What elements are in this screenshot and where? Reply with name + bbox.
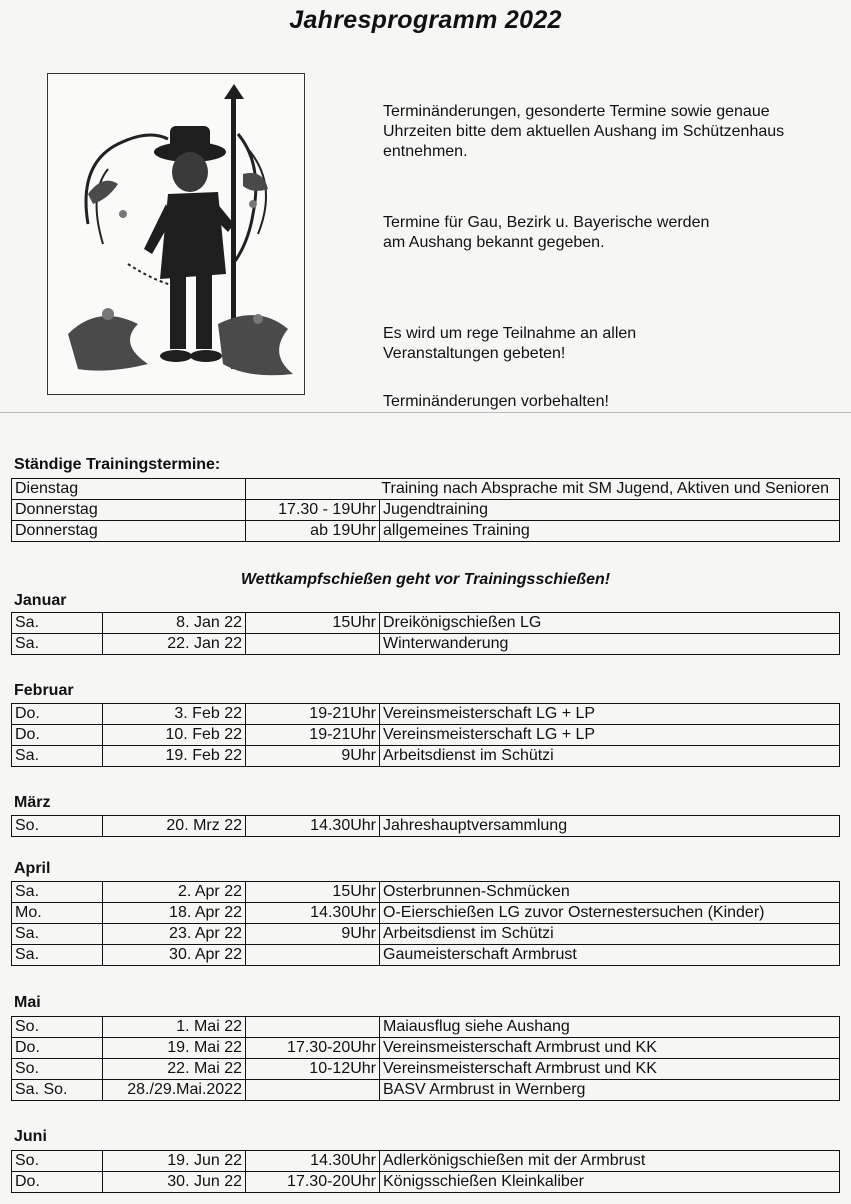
event-date: 30. Apr 22 (103, 945, 246, 966)
event-title: Arbeitsdienst im Schützi (380, 746, 840, 767)
training-text: allgemeines Training (380, 521, 840, 542)
event-date: 30. Jun 22 (103, 1172, 246, 1193)
month-heading: Januar (14, 592, 67, 609)
event-time: 9Uhr (246, 746, 380, 767)
event-title: O-Eierschießen LG zuvor Osternestersuchen (Kinder) (380, 903, 840, 924)
table-row (12, 521, 840, 542)
event-time: 14.30Uhr (246, 1151, 380, 1172)
event-title: Osterbrunnen-Schmücken (380, 882, 840, 903)
table-row (12, 704, 840, 725)
event-time: 17.30-20Uhr (246, 1172, 380, 1193)
month-events-table (11, 612, 840, 655)
event-time: 15Uhr (246, 613, 380, 634)
event-title: BASV Armbrust in Wernberg (380, 1080, 840, 1101)
event-title: Gaumeisterschaft Armbrust (380, 945, 840, 966)
event-time: 14.30Uhr (246, 816, 380, 837)
page-title: Jahresprogramm 2022 (289, 6, 562, 34)
event-day: Do. (12, 1038, 103, 1059)
event-title: Adlerkönigschießen mit der Armbrust (380, 1151, 840, 1172)
event-day: Sa. (12, 882, 103, 903)
event-day: Sa. (12, 746, 103, 767)
table-row (12, 613, 840, 634)
event-day: So. (12, 816, 103, 837)
event-day: So. (12, 1059, 103, 1080)
event-date: 10. Feb 22 (103, 725, 246, 746)
event-time: 9Uhr (246, 924, 380, 945)
table-row (12, 1059, 840, 1080)
notice-reserved: Terminänderungen vorbehalten! (383, 393, 609, 410)
event-date: 8. Jan 22 (103, 613, 246, 634)
month-heading: April (14, 860, 51, 877)
training-day: Donnerstag (12, 521, 246, 542)
event-day: So. (12, 1017, 103, 1038)
table-row (12, 882, 840, 903)
table-row (12, 1038, 840, 1059)
training-time: 17.30 - 19Uhr (246, 500, 380, 521)
event-time: 15Uhr (246, 882, 380, 903)
divider (0, 412, 851, 413)
event-date: 18. Apr 22 (103, 903, 246, 924)
event-title: Jahreshauptversammlung (380, 816, 840, 837)
table-row (12, 1080, 840, 1101)
event-date: 23. Apr 22 (103, 924, 246, 945)
event-time (246, 945, 380, 966)
event-day: Sa. (12, 634, 103, 655)
event-title: Vereinsmeisterschaft LG + LP (380, 704, 840, 725)
event-date: 1. Mai 22 (103, 1017, 246, 1038)
event-day: Do. (12, 725, 103, 746)
event-day: Sa. (12, 945, 103, 966)
training-time: ab 19Uhr (246, 521, 380, 542)
event-date: 22. Jan 22 (103, 634, 246, 655)
event-title: Vereinsmeisterschaft Armbrust und KK (380, 1038, 840, 1059)
event-date: 19. Mai 22 (103, 1038, 246, 1059)
table-row (12, 479, 840, 500)
month-events-table (11, 881, 840, 966)
table-row (12, 500, 840, 521)
marksman-figure-icon (48, 74, 304, 394)
marksman-illustration (47, 73, 305, 395)
month-heading: Februar (14, 682, 74, 699)
event-time (246, 634, 380, 655)
month-events-table (11, 703, 840, 767)
notice-participation: Es wird um rege Teilnahme an allen Veranstaltungen gebeten! (383, 325, 637, 362)
table-row (12, 1017, 840, 1038)
month-events-table (11, 1150, 840, 1193)
table-row (12, 1172, 840, 1193)
table-row (12, 725, 840, 746)
training-table (11, 478, 840, 542)
event-day: Do. (12, 1172, 103, 1193)
training-day: Dienstag (12, 479, 246, 500)
notice-schedule-changes: Terminänderungen, gesonderte Termine sowie genaue Uhrzeiten bitte dem aktuellen Aushang im Schützenhaus entnehmen. (383, 103, 785, 160)
event-title: Königsschießen Kleinkaliber (380, 1172, 840, 1193)
event-time: 19-21Uhr (246, 704, 380, 725)
event-date: 20. Mrz 22 (103, 816, 246, 837)
table-row (12, 903, 840, 924)
event-time: 17.30-20Uhr (246, 1038, 380, 1059)
event-title: Dreikönigschießen LG (380, 613, 840, 634)
month-events-table (11, 815, 840, 837)
event-time: 10-12Uhr (246, 1059, 380, 1080)
event-time: 19-21Uhr (246, 725, 380, 746)
table-row (12, 634, 840, 655)
event-title: Arbeitsdienst im Schützi (380, 924, 840, 945)
month-heading: Mai (14, 994, 41, 1011)
table-row (12, 924, 840, 945)
table-row (12, 816, 840, 837)
event-time: 14.30Uhr (246, 903, 380, 924)
notice-district-dates: Termine für Gau, Bezirk u. Bayerische werden am Aushang bekannt gegeben. (383, 214, 710, 251)
competition-priority-note: Wettkampfschießen geht vor Trainingsschießen! (240, 571, 611, 588)
training-day: Donnerstag (12, 500, 246, 521)
event-title: Vereinsmeisterschaft Armbrust und KK (380, 1059, 840, 1080)
table-row (12, 1151, 840, 1172)
event-title: Winterwanderung (380, 634, 840, 655)
event-day: Sa. So. (12, 1080, 103, 1101)
event-title: Vereinsmeisterschaft LG + LP (380, 725, 840, 746)
event-day: Mo. (12, 903, 103, 924)
month-events-table (11, 1016, 840, 1101)
event-date: 3. Feb 22 (103, 704, 246, 725)
event-day: So. (12, 1151, 103, 1172)
event-title: Maiausflug siehe Aushang (380, 1017, 840, 1038)
event-date: 2. Apr 22 (103, 882, 246, 903)
table-row (12, 746, 840, 767)
month-heading: März (14, 794, 51, 811)
event-date: 19. Feb 22 (103, 746, 246, 767)
event-time (246, 1080, 380, 1101)
training-text: Jugendtraining (380, 500, 840, 521)
event-day: Sa. (12, 613, 103, 634)
event-day: Do. (12, 704, 103, 725)
event-date: 22. Mai 22 (103, 1059, 246, 1080)
training-text: Training nach Absprache mit SM Jugend, Aktiven und Senioren (246, 479, 840, 500)
training-heading: Ständige Trainingstermine: (14, 456, 221, 473)
month-heading: Juni (14, 1128, 47, 1145)
event-date: 19. Jun 22 (103, 1151, 246, 1172)
event-time (246, 1017, 380, 1038)
event-date: 28./29.Mai.2022 (103, 1080, 246, 1101)
table-row (12, 945, 840, 966)
event-day: Sa. (12, 924, 103, 945)
